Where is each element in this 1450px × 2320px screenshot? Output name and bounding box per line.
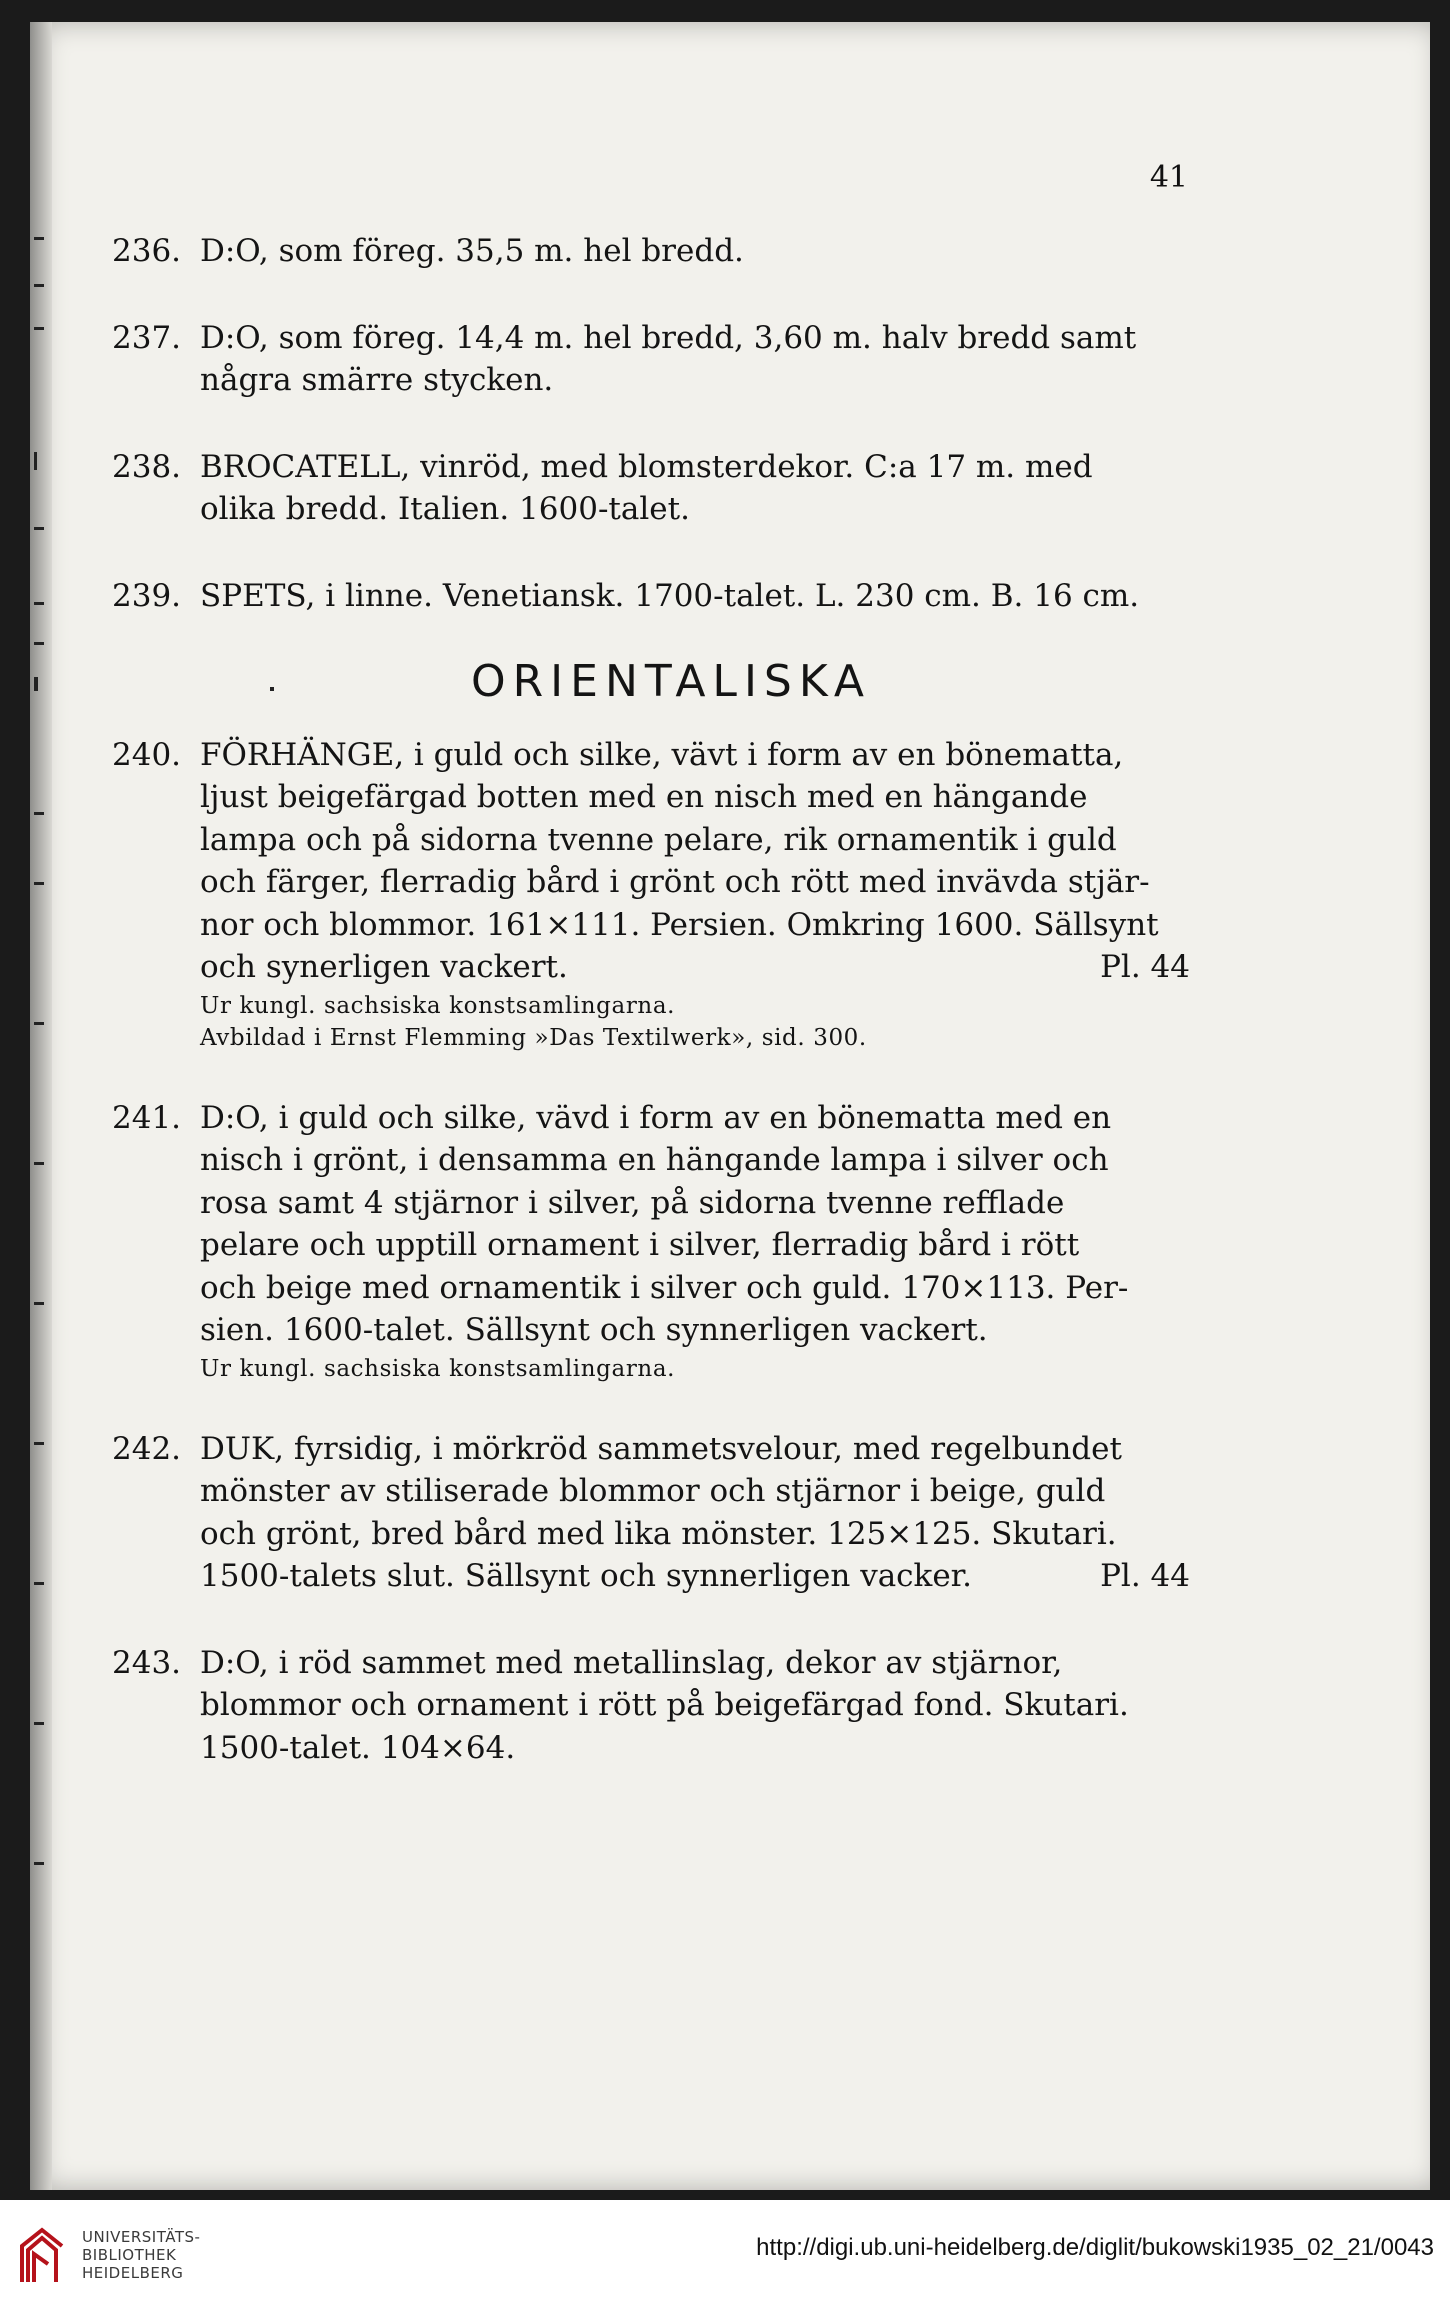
entry-line: och grönt, bred bård med lika mönster. 125×125. Skutari. — [200, 1515, 1117, 1552]
plate-reference: Pl. 44 — [1100, 1558, 1190, 1594]
literature-note: Avbildad i Ernst Flemming »Das Textilwerk», sid. 300. — [200, 1024, 867, 1051]
entry-line — [200, 1555, 1190, 1598]
entry-line-text: och synerligen vackert. — [200, 949, 568, 985]
entry-line: och beige med ornamentik i silver och guld. 170×113. Per- — [200, 1269, 1129, 1306]
provenance-note: Ur kungl. sachsiska konstsamlingarna. — [200, 992, 676, 1019]
entry-number: 243. — [112, 1644, 182, 1681]
entry-line: några smärre stycken. — [200, 362, 554, 398]
entry-line: blommor och ornament i rött på beigefärgad fond. Skutari. — [200, 1687, 1129, 1723]
entry-line: SPETS, i linne. Venetiansk. 1700-talet. L. 230 cm. B. 16 cm. — [200, 577, 1140, 614]
entry-line: D:O, i guld och silke, vävd i form av en bönematta med en — [200, 1099, 1112, 1136]
entry-line: 1500-talet. 104×64. — [200, 1729, 516, 1766]
entry-line: D:O, som föreg. 35,5 m. hel bredd. — [200, 233, 744, 269]
entry-number: 237. — [112, 319, 182, 356]
entry-line-text: 1500-talets slut. Sällsynt och synnerligen vacker. — [200, 1558, 972, 1594]
entry-number: 239. — [112, 577, 182, 614]
entry-line: mönster av stiliserade blommor och stjärnor i beige, guld — [200, 1473, 1106, 1509]
entry-line: pelare och upptill ornament i silver, flerradig bård i rött — [200, 1227, 1080, 1263]
entry-line: D:O, som föreg. 14,4 m. hel bredd, 3,60 m. halv bredd samt — [200, 319, 1137, 356]
entry-number: 236. — [112, 233, 182, 269]
entry-238 — [112, 446, 1190, 531]
section-heading — [152, 656, 1190, 707]
entry-line: och färger, flerradig bård i grönt och rött med invävda stjär- — [200, 864, 1150, 900]
ink-dot — [270, 687, 274, 691]
entry-number: 238. — [112, 448, 182, 485]
entry-line — [200, 946, 1190, 989]
viewer-footer — [0, 2200, 1450, 2320]
margin-marks — [34, 22, 48, 2190]
section-heading-text: ORIENTALISKA — [470, 656, 872, 707]
entry-line: sien. 1600-talet. Sällsynt och synnerligen vackert. — [200, 1312, 988, 1348]
library-logo-text[interactable] — [82, 2228, 200, 2282]
page-number: 41 — [1149, 160, 1188, 195]
entry-line: nisch i grönt, i densamma en hängande lampa i silver och — [200, 1142, 1109, 1178]
logo-line: HEIDELBERG — [82, 2264, 184, 2282]
entry-line: D:O, i röd sammet med metallinslag, dekor av stjärnor, — [200, 1644, 1063, 1681]
entry-line: ljust beigefärgad botten med en nisch med en hängande — [200, 779, 1088, 815]
provenance-note: Ur kungl. sachsiska konstsamlingarna. — [200, 1355, 676, 1382]
entry-number: 242. — [112, 1430, 182, 1467]
entry-242 — [112, 1428, 1190, 1598]
entry-line: nor och blommor. 161×111. Persien. Omkring 1600. Sällsynt — [200, 906, 1159, 943]
logo-line: UNIVERSITÄTS- — [82, 2228, 201, 2246]
source-url-link[interactable]: http://digi.ub.uni-heidelberg.de/diglit/bukowski1935_02_21/0043 — [756, 2234, 1434, 2261]
entry-line: lampa och på sidorna tvenne pelare, rik ornamentik i guld — [200, 821, 1117, 858]
entry-241 — [112, 1097, 1190, 1384]
entry-240 — [112, 734, 1190, 1053]
entry-line: BROCATELL, vinröd, med blomsterdekor. C:a 17 m. med — [200, 448, 1093, 485]
entry-number: 240. — [112, 736, 182, 773]
entry-number: 241. — [112, 1099, 182, 1136]
entry-line: DUK, fyrsidig, i mörkröd sammetsvelour, med regelbundet — [200, 1430, 1122, 1467]
entry-line: FÖRHÄNGE, i guld och silke, vävt i form av en bönematta, — [200, 736, 1124, 773]
book-page — [30, 22, 1430, 2190]
entry-236 — [112, 230, 1190, 273]
library-logo-icon[interactable] — [14, 2224, 70, 2286]
plate-reference: Pl. 44 — [1100, 949, 1190, 985]
entry-237 — [112, 317, 1190, 402]
entry-line: olika bredd. Italien. 1600-talet. — [200, 491, 690, 527]
catalogue-text — [112, 230, 1190, 1813]
entry-243 — [112, 1642, 1190, 1770]
entry-line: rosa samt 4 stjärnor i silver, på sidorna tvenne refflade — [200, 1184, 1065, 1221]
logo-line: BIBLIOTHEK — [82, 2246, 177, 2264]
entry-239 — [112, 575, 1190, 618]
